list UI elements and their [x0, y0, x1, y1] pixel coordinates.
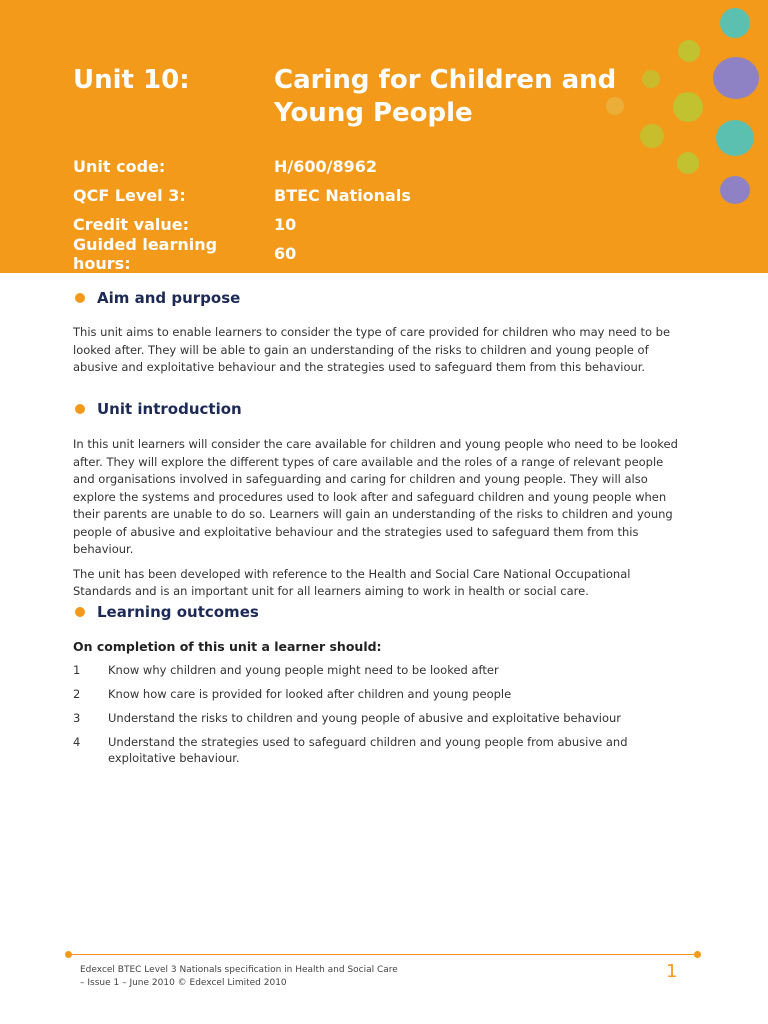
section-title: Aim and purpose — [97, 289, 241, 307]
intro-paragraph: In this unit learners will consider the care available for children and young people who need to be looked after. They will explore the different types of care available and the roles of a range of relevant people and organisations involved in safeguarding and caring for children and young people. They will also explore the systems and procedures used to look after and safeguard children and young people when their parents are unable to do so. Learners will gain an understanding of the risks to children and young people of abusive and exploitative behaviour and the strategies used to safeguard them from this behaviour. — [73, 437, 678, 556]
meta-label: Guided learning hours: — [73, 234, 218, 273]
outcome-text: Understand the risks to children and young people of abusive and exploitative behaviour — [108, 711, 622, 725]
outcome-number: 3 — [73, 711, 81, 725]
meta-value: 10 — [274, 215, 297, 234]
outcome-item — [73, 686, 688, 702]
outcome-text: Understand the strategies used to safeguard children and young people from abusive and exploitative behaviour. — [108, 735, 628, 765]
intro-paragraph: The unit has been developed with reference to the Health and Social Care National Occupational Standards and is an important unit for all learners aiming to work in health or social care. — [73, 566, 631, 598]
aim-section — [73, 287, 688, 377]
footer-text — [80, 964, 600, 989]
decorative-dot — [678, 40, 700, 62]
outcome-item — [73, 710, 688, 726]
meta-row-unit-code — [73, 152, 411, 181]
bullet-icon — [75, 293, 85, 303]
decorative-dot — [673, 92, 703, 122]
section-heading — [73, 398, 688, 420]
bullet-icon — [75, 404, 85, 414]
meta-label: QCF Level 3: — [73, 186, 186, 205]
meta-label: Unit code: — [73, 157, 166, 176]
outcome-item — [73, 662, 688, 678]
section-title: Unit introduction — [97, 400, 242, 418]
meta-label: Credit value: — [73, 215, 189, 234]
footer-line-1: Edexcel BTEC Level 3 Nationals specification in Health and Social Care — [80, 965, 398, 975]
decorative-dot — [716, 120, 754, 156]
meta-value: 60 — [274, 244, 297, 263]
outcome-text: Know why children and young people might need to be looked after — [108, 663, 499, 677]
unit-header — [0, 0, 768, 273]
introduction-section — [73, 398, 688, 601]
bullet-icon — [75, 607, 85, 617]
page-number: 1 — [666, 961, 678, 982]
meta-row-qcf-level — [73, 181, 411, 210]
section-heading — [73, 601, 688, 623]
footer-line-2: – Issue 1 – June 2010 © Edexcel Limited 2010 — [80, 977, 287, 988]
decorative-dot — [713, 57, 759, 99]
unit-title: Caring for Children and Young People — [274, 65, 617, 128]
section-title: Learning outcomes — [97, 603, 259, 621]
footer-rule — [68, 954, 698, 955]
outcome-item — [73, 734, 688, 766]
decorative-dot — [677, 152, 699, 174]
outcomes-section — [73, 601, 688, 766]
aim-text: This unit aims to enable learners to consider the type of care provided for children who may need to be looked after. They will be able to gain an understanding of the risks to children and young people of abusive and exploitative behaviour and the strategies used to safeguard them from this behaviour. — [73, 325, 671, 374]
decorative-dot — [720, 8, 750, 38]
section-heading — [73, 287, 688, 309]
footer-dot-right — [694, 951, 701, 958]
outcome-number: 1 — [73, 663, 81, 677]
outcome-text: Know how care is provided for looked after children and young people — [108, 687, 512, 701]
outcomes-intro: On completion of this unit a learner should: — [73, 639, 382, 654]
unit-number: Unit 10: — [73, 65, 190, 95]
meta-value: H/600/8962 — [274, 157, 378, 176]
outcome-number: 4 — [73, 735, 81, 749]
decorative-dot — [720, 176, 750, 204]
unit-meta-table — [73, 152, 411, 273]
meta-row-guided-hours — [73, 234, 411, 273]
meta-value: BTEC Nationals — [274, 186, 411, 205]
outcome-number: 2 — [73, 687, 81, 701]
